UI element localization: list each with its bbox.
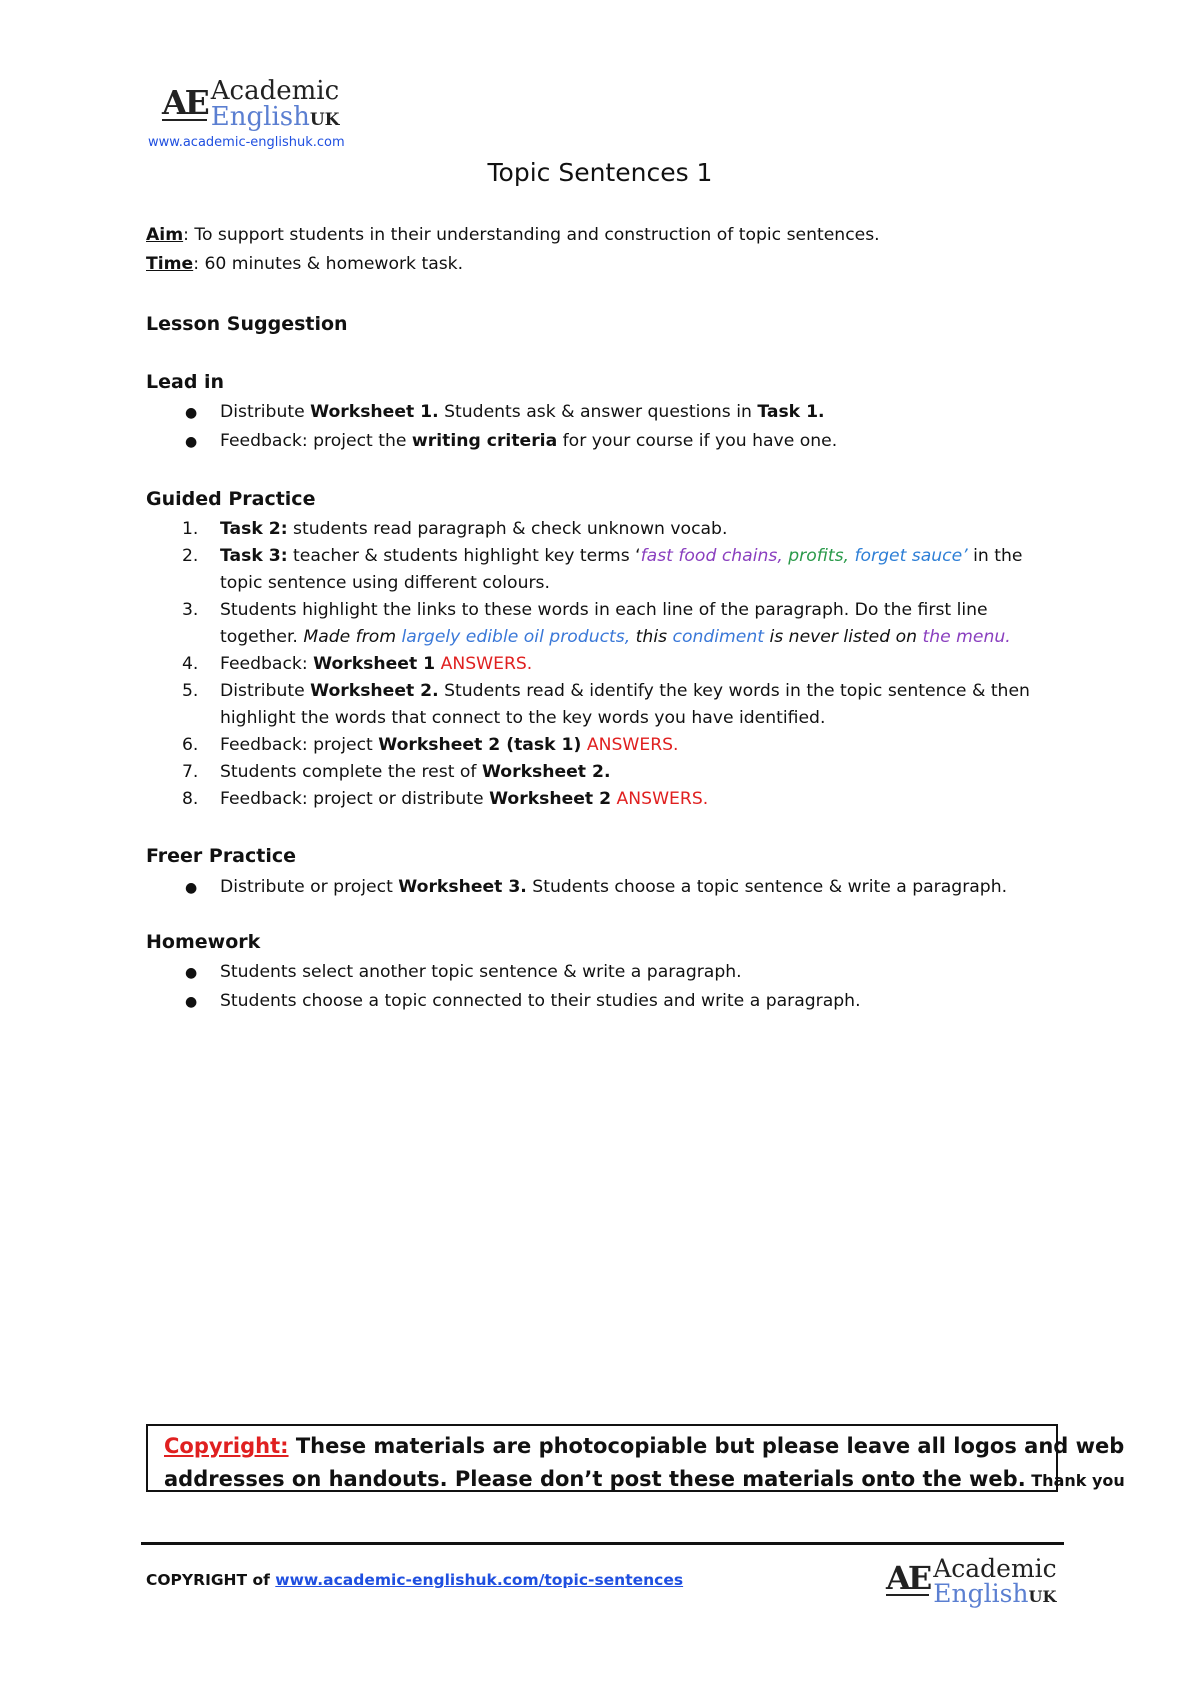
freer-practice-heading: Freer Practice [146, 845, 297, 867]
logo-word-uk: UK [309, 110, 340, 130]
list-number: 2. [182, 546, 199, 566]
bullet-icon: ● [185, 405, 198, 421]
homework-heading: Homework [146, 931, 261, 953]
logo-wordmark [211, 78, 340, 130]
logo-word-english: English [210, 102, 310, 132]
time-text: : 60 minutes & homework task. [193, 254, 464, 274]
guided-item-7: Students complete the rest of Worksheet 2. [220, 762, 611, 782]
thank-you-text: Thank you [1025, 1471, 1125, 1490]
bullet-icon: ● [185, 965, 198, 981]
logo-wordmark [933, 1556, 1056, 1606]
homework-item: Students select another topic sentence & write a paragraph. [220, 962, 742, 982]
guided-item-8: Feedback: project or distribute Worksheet 2 ANSWERS. [220, 789, 709, 809]
guided-item-4: Feedback: Worksheet 1 ANSWERS. [220, 654, 533, 674]
time-line [146, 254, 463, 274]
lead-in-item: Distribute Worksheet 1. Students ask & answer questions in Task 1. [220, 402, 825, 422]
aim-line [146, 225, 880, 245]
footer-divider [141, 1542, 1064, 1545]
aim-text: : To support students in their understanding and construction of topic sentences. [183, 225, 880, 245]
guided-item-2: Task 3: teacher & students highlight key terms ‘fast food chains, profits, forget sauce’ in the [220, 546, 1023, 566]
copyright-label: Copyright: [164, 1434, 289, 1458]
guided-item-1: Task 2: students read paragraph & check unknown vocab. [220, 519, 728, 539]
lesson-suggestion-heading: Lesson Suggestion [146, 313, 348, 335]
logo-word-academic: Academic [210, 76, 340, 106]
homework-item: Students choose a topic connected to their studies and write a paragraph. [220, 991, 861, 1011]
page-title: Topic Sentences 1 [487, 158, 713, 187]
lead-in-heading: Lead in [146, 371, 225, 393]
guided-item-6: Feedback: project Worksheet 2 (task 1) ANSWERS. [220, 735, 679, 755]
guided-practice-heading: Guided Practice [146, 488, 316, 510]
logo-ae-mark: AE [886, 1559, 930, 1597]
guided-item-5: Distribute Worksheet 2. Students read & identify the key words in the topic sentence & then [220, 681, 1030, 701]
list-number: 4. [182, 654, 199, 674]
bullet-icon: ● [185, 880, 198, 896]
academic-english-uk-logo [162, 78, 339, 130]
lead-in-item: Feedback: project the writing criteria for your course if you have one. [220, 431, 838, 451]
copyright-line-1: Copyright: These materials are photocopiable but please leave all logos and web [164, 1434, 1125, 1458]
aim-label: Aim [146, 225, 184, 245]
list-number: 3. [182, 600, 199, 620]
guided-item-2-cont: topic sentence using different colours. [220, 573, 550, 593]
guided-item-5-cont: highlight the words that connect to the key words you have identified. [220, 708, 826, 728]
logo-word-academic: Academic [933, 1554, 1057, 1583]
bullet-icon: ● [185, 994, 198, 1010]
time-label: Time [146, 254, 194, 274]
logo-ae-mark: AE [162, 83, 207, 122]
list-number: 6. [182, 735, 199, 755]
list-number: 8. [182, 789, 199, 809]
site-url-link[interactable]: www.academic-englishuk.com [148, 135, 345, 150]
footer-logo [886, 1556, 1057, 1606]
list-number: 7. [182, 762, 199, 782]
footer-link[interactable]: www.academic-englishuk.com/topic-sentences [275, 1571, 684, 1589]
list-number: 1. [182, 519, 199, 539]
list-number: 5. [182, 681, 199, 701]
guided-item-3: Students highlight the links to these words in each line of the paragraph. Do the first line [220, 600, 988, 620]
logo-word-uk: UK [1028, 1587, 1057, 1606]
guided-item-3-cont: together. Made from largely edible oil products, this condiment is never listed on the menu. [220, 627, 1011, 647]
bullet-icon: ● [185, 434, 198, 450]
logo-word-english: English [933, 1579, 1029, 1608]
copyright-notice-box [146, 1424, 1125, 1492]
copyright-line-2: addresses on handouts. Please don’t post these materials onto the web. Thank you [164, 1467, 1125, 1491]
footer-copyright: COPYRIGHT of www.academic-englishuk.com/topic-sentences [146, 1571, 684, 1589]
freer-item: Distribute or project Worksheet 3. Students choose a topic sentence & write a paragraph. [220, 877, 1008, 897]
